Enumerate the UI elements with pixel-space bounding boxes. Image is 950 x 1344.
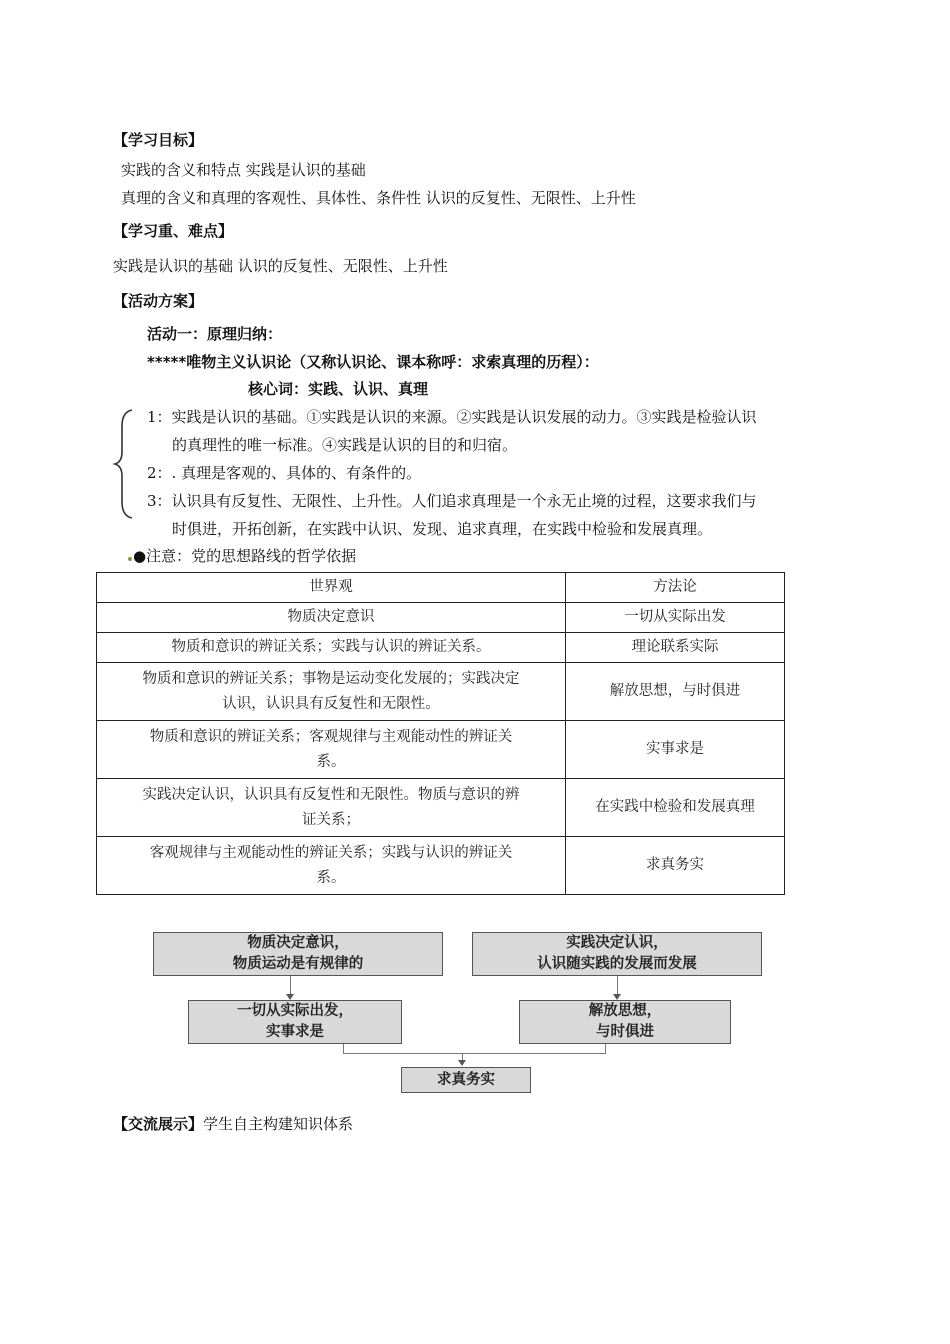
diagram-box-emancipate: 解放思想， 与时俱进: [519, 1000, 731, 1044]
key-points-heading: 【学习重、难点】: [113, 222, 234, 240]
exchange-section: [113, 1113, 353, 1134]
key-points-line: 实践是认识的基础 认识的反复性、无限性、上升性: [113, 257, 448, 275]
worldview-cell: 实践决定认识，认识具有反复性和无限性。物质与意识的辨 证关系；: [97, 779, 566, 837]
table-row: [97, 779, 785, 837]
philosophy-table: [96, 572, 785, 895]
note-dot-mark: [128, 557, 132, 561]
activity-heading: 【活动方案】: [113, 292, 204, 310]
methodology-cell: 解放思想，与时俱进: [566, 663, 785, 721]
worldview-cell: 物质决定意识: [97, 603, 566, 633]
note-text: ●注意：党的思想路线的哲学依据: [133, 547, 357, 565]
core-words: 核心词：实践、认识、真理: [248, 380, 429, 398]
connector-line: [343, 1053, 606, 1054]
worldview-cell: 物质和意识的辨证关系；客观规律与主观能动性的辨证关 系。: [97, 721, 566, 779]
methodology-cell: 理论联系实际: [566, 633, 785, 663]
diagram-box-truth: 求真务实: [401, 1067, 531, 1093]
connector-line: [605, 1044, 606, 1053]
header-worldview: 世界观: [97, 573, 566, 603]
methodology-cell: 在实践中检验和发展真理: [566, 779, 785, 837]
table-row: [97, 721, 785, 779]
table-row: [97, 603, 785, 633]
goals-heading: 【学习目标】: [113, 131, 204, 149]
curly-brace: [112, 408, 138, 520]
principle-3-line-2: 时俱进，开拓创新，在实践中认识、发现、追求真理，在实践中检验和发展真理。: [172, 520, 713, 538]
arrow-head: [458, 1060, 466, 1066]
activity-title: 活动一：原理归纳：: [147, 325, 283, 343]
activity-subtitle: *****唯物主义认识论（又称认识论、课本称呼：求索真理的历程）：: [147, 353, 599, 371]
diagram-box-reality: 一切从实际出发， 实事求是: [188, 1000, 402, 1044]
principle-1-line-2: 的真理性的唯一标准。④实践是认识的目的和归宿。: [172, 436, 518, 454]
worldview-cell: 物质和意识的辨证关系；实践与认识的辨证关系。: [97, 633, 566, 663]
worldview-cell: 客观规律与主观能动性的辨证关系；实践与认识的辨证关 系。: [97, 837, 566, 895]
methodology-cell: 求真务实: [566, 837, 785, 895]
connector-line: [290, 976, 291, 996]
goals-line-2: 真理的含义和真理的客观性、具体性、条件性 认识的反复性、无限性、上升性: [121, 189, 636, 207]
principle-1-line-1: 1：实践是认识的基础。①实践是认识的来源。②实践是认识发展的动力。③实践是检验认识: [147, 408, 757, 426]
principle-3-line-1: 3：认识具有反复性、无限性、上升性。人们追求真理是一个永无止境的过程，这要求我们与: [147, 492, 757, 510]
header-methodology: 方法论: [566, 573, 785, 603]
goals-line-1: 实践的含义和特点 实践是认识的基础: [121, 161, 366, 179]
connector-line: [617, 976, 618, 996]
diagram-box-practice: 实践决定认识， 认识随实践的发展而发展: [472, 932, 762, 976]
table-row: [97, 663, 785, 721]
table-row: [97, 837, 785, 895]
exchange-heading: 【交流展示】: [113, 1115, 204, 1133]
exchange-text: 学生自主构建知识体系: [203, 1115, 354, 1133]
connector-line: [343, 1044, 344, 1053]
principle-2: 2：. 真理是客观的、具体的、有条件的。: [147, 464, 422, 482]
table-row: [97, 633, 785, 663]
worldview-cell: 物质和意识的辨证关系；事物是运动变化发展的；实践决定 认识，认识具有反复性和无限性。: [97, 663, 566, 721]
methodology-cell: 一切从实际出发: [566, 603, 785, 633]
table-header-row: [97, 573, 785, 603]
diagram-box-matter: 物质决定意识， 物质运动是有规律的: [153, 932, 443, 976]
methodology-cell: 实事求是: [566, 721, 785, 779]
